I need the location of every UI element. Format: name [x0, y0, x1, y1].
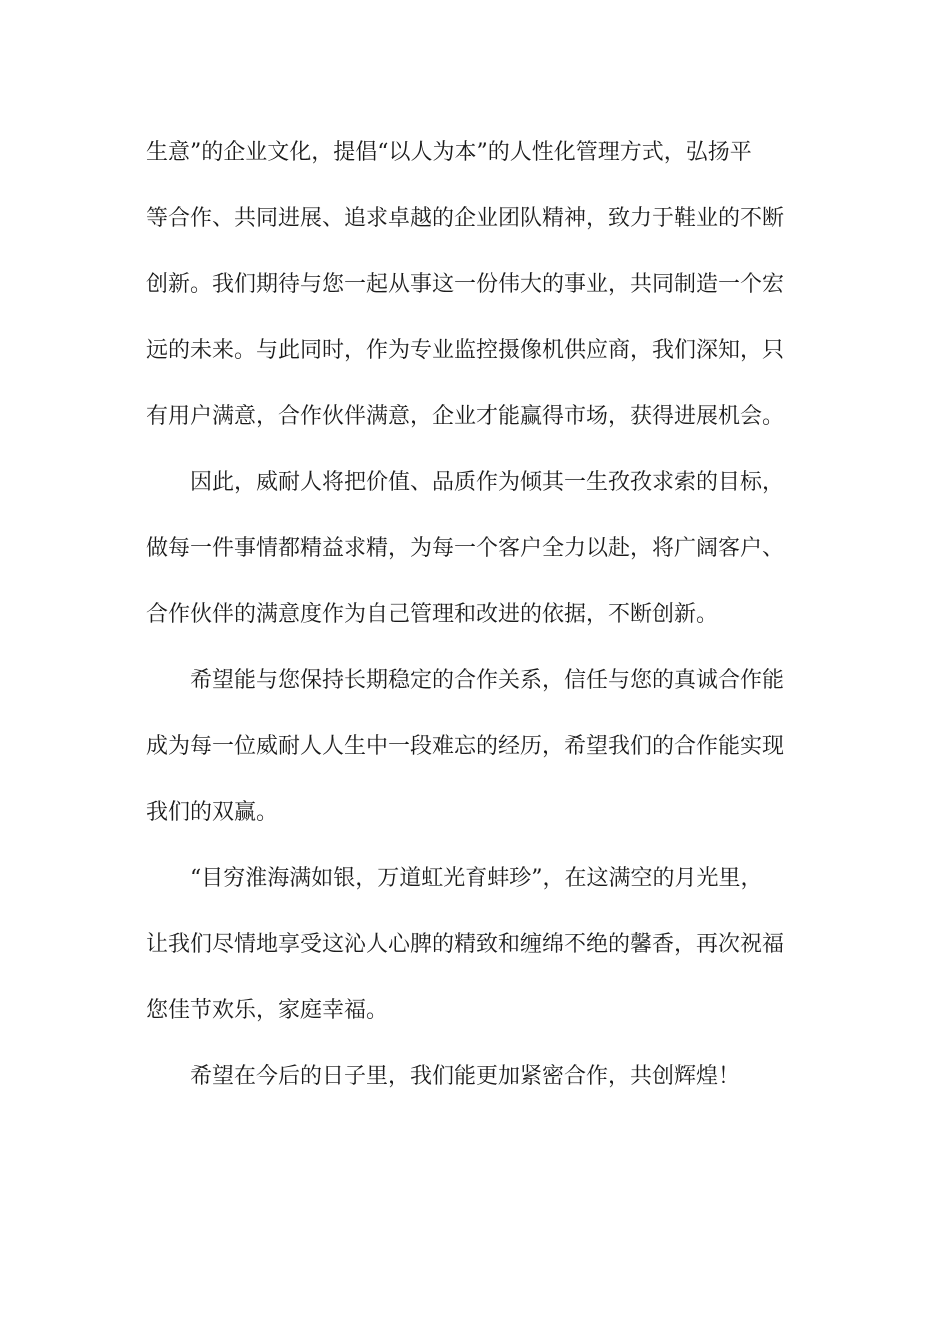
- paragraph-4: [146, 846, 816, 1044]
- text-line: 远的未来。与此同时，作为专业监控摄像机供应商，我们深知，只: [146, 338, 785, 363]
- text-line: “目穷淮海满如银，万道虹光育蚌珍”，在这满空的月光里，: [190, 866, 763, 891]
- paragraph-5: [146, 1044, 816, 1110]
- text-line: 我们的双赢。: [146, 800, 279, 825]
- text-line: 您佳节欢乐，家庭幸福。: [146, 998, 389, 1023]
- text-line: 生意”的企业文化，提倡“以人为本”的人性化管理方式，弘扬平: [146, 140, 752, 165]
- text-line: 合作伙伴的满意度作为自己管理和改进的依据，不断创新。: [146, 602, 719, 627]
- paragraph-1: [146, 120, 816, 450]
- text-line: 希望在今后的日子里，我们能更加紧密合作，共创辉煌！: [190, 1064, 741, 1089]
- text-line: 有用户满意，合作伙伴满意，企业才能赢得市场，获得进展机会。: [146, 404, 785, 429]
- body-text: [146, 120, 816, 1110]
- text-line: 因此，威耐人将把价值、品质作为倾其一生孜孜求索的目标，: [190, 470, 785, 495]
- text-line: 让我们尽情地享受这沁人心脾的精致和缠绵不绝的馨香，再次祝福: [146, 932, 785, 957]
- text-line: 创新。我们期待与您一起从事这一份伟大的事业，共同制造一个宏: [146, 272, 785, 297]
- text-line: 做每一件事情都精益求精，为每一个客户全力以赴，将广阔客户、: [146, 536, 785, 561]
- text-line: 成为每一位威耐人人生中一段难忘的经历，希望我们的合作能实现: [146, 734, 785, 759]
- text-line: 希望能与您保持长期稳定的合作关系，信任与您的真诚合作能: [190, 668, 785, 693]
- paragraph-2: [146, 450, 816, 648]
- paragraph-3: [146, 648, 816, 846]
- text-line: 等合作、共同进展、追求卓越的企业团队精神，致力于鞋业的不断: [146, 206, 785, 231]
